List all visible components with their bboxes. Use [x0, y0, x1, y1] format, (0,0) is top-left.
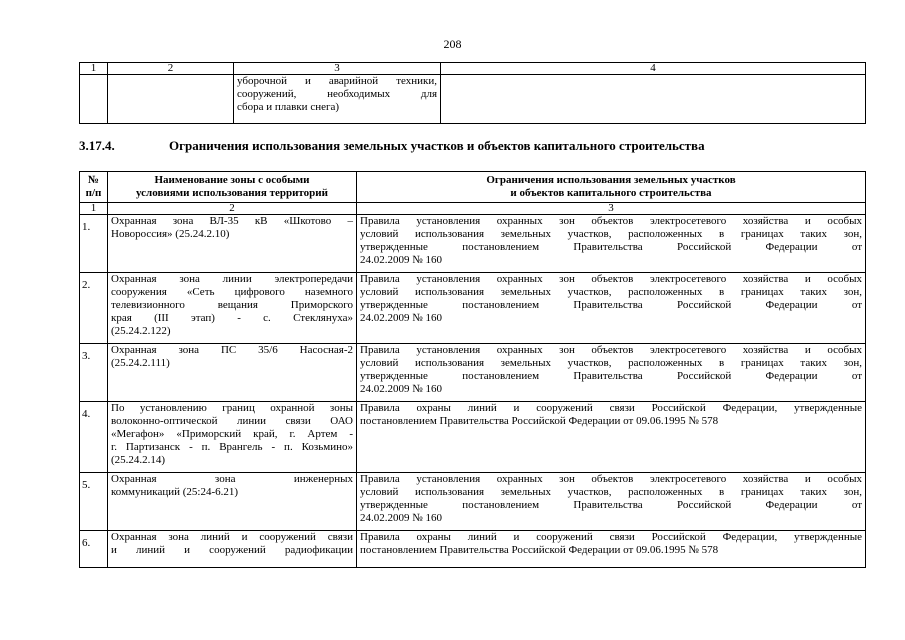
zone-cell: [108, 215, 357, 273]
column-number: 3: [234, 63, 441, 75]
header-line: Ограничения использования земельных участков: [486, 174, 736, 186]
column-number: 4: [441, 63, 866, 75]
cell-line: Правила охраны линий и сооружений связи Российской Федерации, утвержденные: [360, 531, 862, 543]
cell-line: 24.02.2009 № 160: [360, 254, 442, 266]
table-row: [80, 402, 866, 473]
cell-line: Новороссия» (25.24.2.10): [111, 228, 230, 240]
cell-line: (25.24.2.122): [111, 325, 171, 337]
table-row: [80, 75, 866, 124]
column-header-zone: [108, 172, 357, 203]
cell-line: «Мегафон» «Приморский край, г. Артем -: [111, 428, 353, 440]
cell-line: Правила установления охранных зон объектов электросетевого хозяйства и особых: [360, 215, 862, 227]
table-cell: [441, 75, 866, 124]
column-number: 3: [357, 203, 866, 215]
column-number: 1: [80, 203, 108, 215]
zone-cell: [108, 402, 357, 473]
cell-line: утвержденные постановлением Правительства Российской Федерации от: [360, 241, 862, 253]
row-number: 2.: [80, 273, 108, 344]
cell-line: и линий и сооружений радиофикации: [111, 544, 353, 556]
cell-line: коммуникаций (25:24-6.21): [111, 486, 239, 498]
column-header-restrictions: [357, 172, 866, 203]
continuation-table: [79, 62, 866, 124]
cell-line: Охранная зона ПС 35/6 Насосная-2: [111, 344, 353, 356]
cell-line: По установлению границ охранной зоны: [111, 402, 353, 414]
cell-line: условий использования земельных участков, расположенных в границах таких зон,: [360, 228, 862, 240]
zone-cell: [108, 273, 357, 344]
table-row: [80, 531, 866, 568]
table-cell: [80, 75, 108, 124]
row-number: 4.: [80, 402, 108, 473]
table-header-row: [80, 63, 866, 75]
table-row: [80, 344, 866, 402]
table-cell: [108, 75, 234, 124]
section-number: 3.17.4.: [79, 138, 115, 153]
cell-line: (25.24.2.111): [111, 357, 170, 369]
cell-line: сооружений, необходимых для: [237, 88, 437, 100]
header-line: №: [87, 174, 100, 186]
table-header-row: [80, 172, 866, 203]
cell-line: Правила установления охранных зон объектов электросетевого хозяйства и особых: [360, 273, 862, 285]
cell-line: 24.02.2009 № 160: [360, 383, 442, 395]
cell-line: условий использования земельных участков, расположенных в границах таких зон,: [360, 286, 862, 298]
restrictions-cell: [357, 344, 866, 402]
cell-line: постановлением Правительства Российской Федерации от 09.06.1995 № 578: [360, 544, 719, 556]
cell-line: Охранная зона инженерных: [111, 473, 353, 485]
cell-line: Правила охраны линий и сооружений связи Российской Федерации, утвержденные: [360, 402, 862, 414]
column-number: 2: [108, 63, 234, 75]
column-number: 1: [80, 63, 108, 75]
cell-line: постановлением Правительства Российской Федерации от 09.06.1995 № 578: [360, 415, 719, 427]
row-number: 5.: [80, 473, 108, 531]
cell-line: Охранная зона линии электропередачи: [111, 273, 353, 285]
restrictions-cell: [357, 273, 866, 344]
restrictions-cell: [357, 473, 866, 531]
cell-line: 24.02.2009 № 160: [360, 512, 442, 524]
table-cell: [234, 75, 441, 124]
header-line: и объектов капитального строительства: [510, 187, 712, 199]
restrictions-table: [79, 171, 866, 568]
row-number: 1.: [80, 215, 108, 273]
cell-line: условий использования земельных участков, расположенных в границах таких зон,: [360, 357, 862, 369]
row-number: 6.: [80, 531, 108, 568]
restrictions-cell: [357, 402, 866, 473]
cell-line: (25.24.2.14): [111, 454, 166, 466]
restrictions-cell: [357, 531, 866, 568]
zone-cell: [108, 531, 357, 568]
row-number: 3.: [80, 344, 108, 402]
column-number-row: [80, 203, 866, 215]
cell-line: волоконно-оптической линии связи ОАО: [111, 415, 353, 427]
cell-line: утвержденные постановлением Правительства Российской Федерации от: [360, 299, 862, 311]
zone-cell: [108, 473, 357, 531]
cell-line: сбора и плавки снега): [237, 101, 340, 113]
cell-line: 24.02.2009 № 160: [360, 312, 442, 324]
cell-line: утвержденные постановлением Правительства Российской Федерации от: [360, 370, 862, 382]
cell-line: Правила установления охранных зон объектов электросетевого хозяйства и особых: [360, 344, 862, 356]
restrictions-cell: [357, 215, 866, 273]
cell-line: телевизионного вещания Приморского: [111, 299, 353, 311]
section-title: Ограничения использования земельных участков и объектов капитального строительства: [169, 138, 705, 153]
cell-line: Охранная зона ВЛ-35 кВ «Шкотово –: [111, 215, 353, 227]
table-row: [80, 215, 866, 273]
table-row: [80, 273, 866, 344]
column-number: 2: [108, 203, 357, 215]
cell-line: края (III этап) - с. Стеклянуха»: [111, 312, 353, 324]
column-header-number: [80, 172, 108, 203]
table-row: [80, 473, 866, 531]
header-line: условиями использования территорий: [136, 187, 328, 199]
cell-line: Правила установления охранных зон объектов электросетевого хозяйства и особых: [360, 473, 862, 485]
header-line: п/п: [85, 187, 102, 199]
cell-line: уборочной и аварийной техники,: [237, 75, 437, 87]
page-number: 208: [443, 37, 462, 51]
cell-line: утвержденные постановлением Правительства Российской Федерации от: [360, 499, 862, 511]
cell-line: г. Партизанск - п. Врангель - п. Козьмино»: [111, 441, 353, 453]
zone-cell: [108, 344, 357, 402]
header-line: Наименование зоны с особыми: [154, 174, 310, 186]
cell-line: Охранная зона линий и сооружений связи: [111, 531, 353, 543]
cell-line: условий использования земельных участков, расположенных в границах таких зон,: [360, 486, 862, 498]
cell-line: сооружения «Сеть цифрового наземного: [111, 286, 353, 298]
